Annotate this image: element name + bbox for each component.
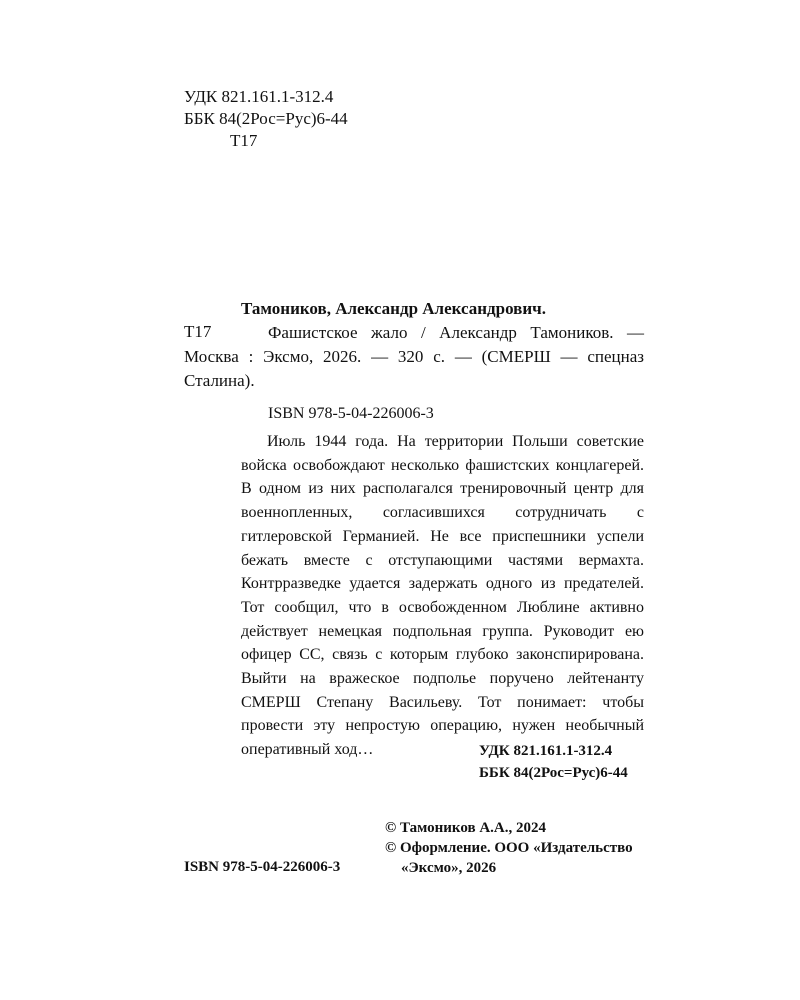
- udk-code-bottom: УДК 821.161.1-312.4: [479, 743, 613, 759]
- isbn-bottom: ISBN 978-5-04-226006-3: [184, 859, 341, 875]
- bbk-code-bottom: ББК 84(2Рос=Рус)6-44: [479, 765, 628, 781]
- author-mark: Т17: [230, 131, 258, 150]
- bibliographic-description: Фашистское жало / Александр Тамоников. — Москва : Эксмо, 2026. — 320 с. — (СМЕРШ — спецназ Сталина).: [184, 323, 644, 390]
- copyright-design: © Оформление. ООО «Издательство: [385, 840, 633, 856]
- author-heading: Тамоников, Александр Александрович.: [241, 299, 546, 318]
- copyright-design-cont: «Эксмо», 2026: [401, 860, 497, 876]
- bbk-code: ББК 84(2Рос=Рус)6-44: [184, 109, 348, 128]
- record-author-mark: Т17: [184, 322, 212, 341]
- header-codes: [184, 86, 348, 152]
- isbn-record: ISBN 978-5-04-226006-3: [268, 405, 434, 422]
- udk-code: УДК 821.161.1-312.4: [184, 87, 334, 106]
- annotation-text: Июль 1944 года. На территории Польши советские войска освобождают несколько фашистских концлагерей. В одном из них располагался тренировочный центр для военнопленных, согласившихся сотрудничать с гитлеровской Германией. Не все приспешники успели бежать вместе с отступающими частями вермахта. Контрразведке удается задержать одного из предателей. Тот сообщил, что в освобожденном Люблине активно действует немецкая подпольная группа. Руководит ею офицер СС, связь с которым глубоко законспирирована. Выйти на вражеское подполье поручено лейтенанту СМЕРШ Степану Васильеву. Тот понимает: чтобы провести эту непростую операцию, нужен необычный оперативный ход…: [241, 433, 644, 759]
- copyright-author: © Тамоников А.А., 2024: [385, 820, 546, 836]
- copyright-block: [385, 818, 655, 878]
- classification-codes: [479, 740, 628, 784]
